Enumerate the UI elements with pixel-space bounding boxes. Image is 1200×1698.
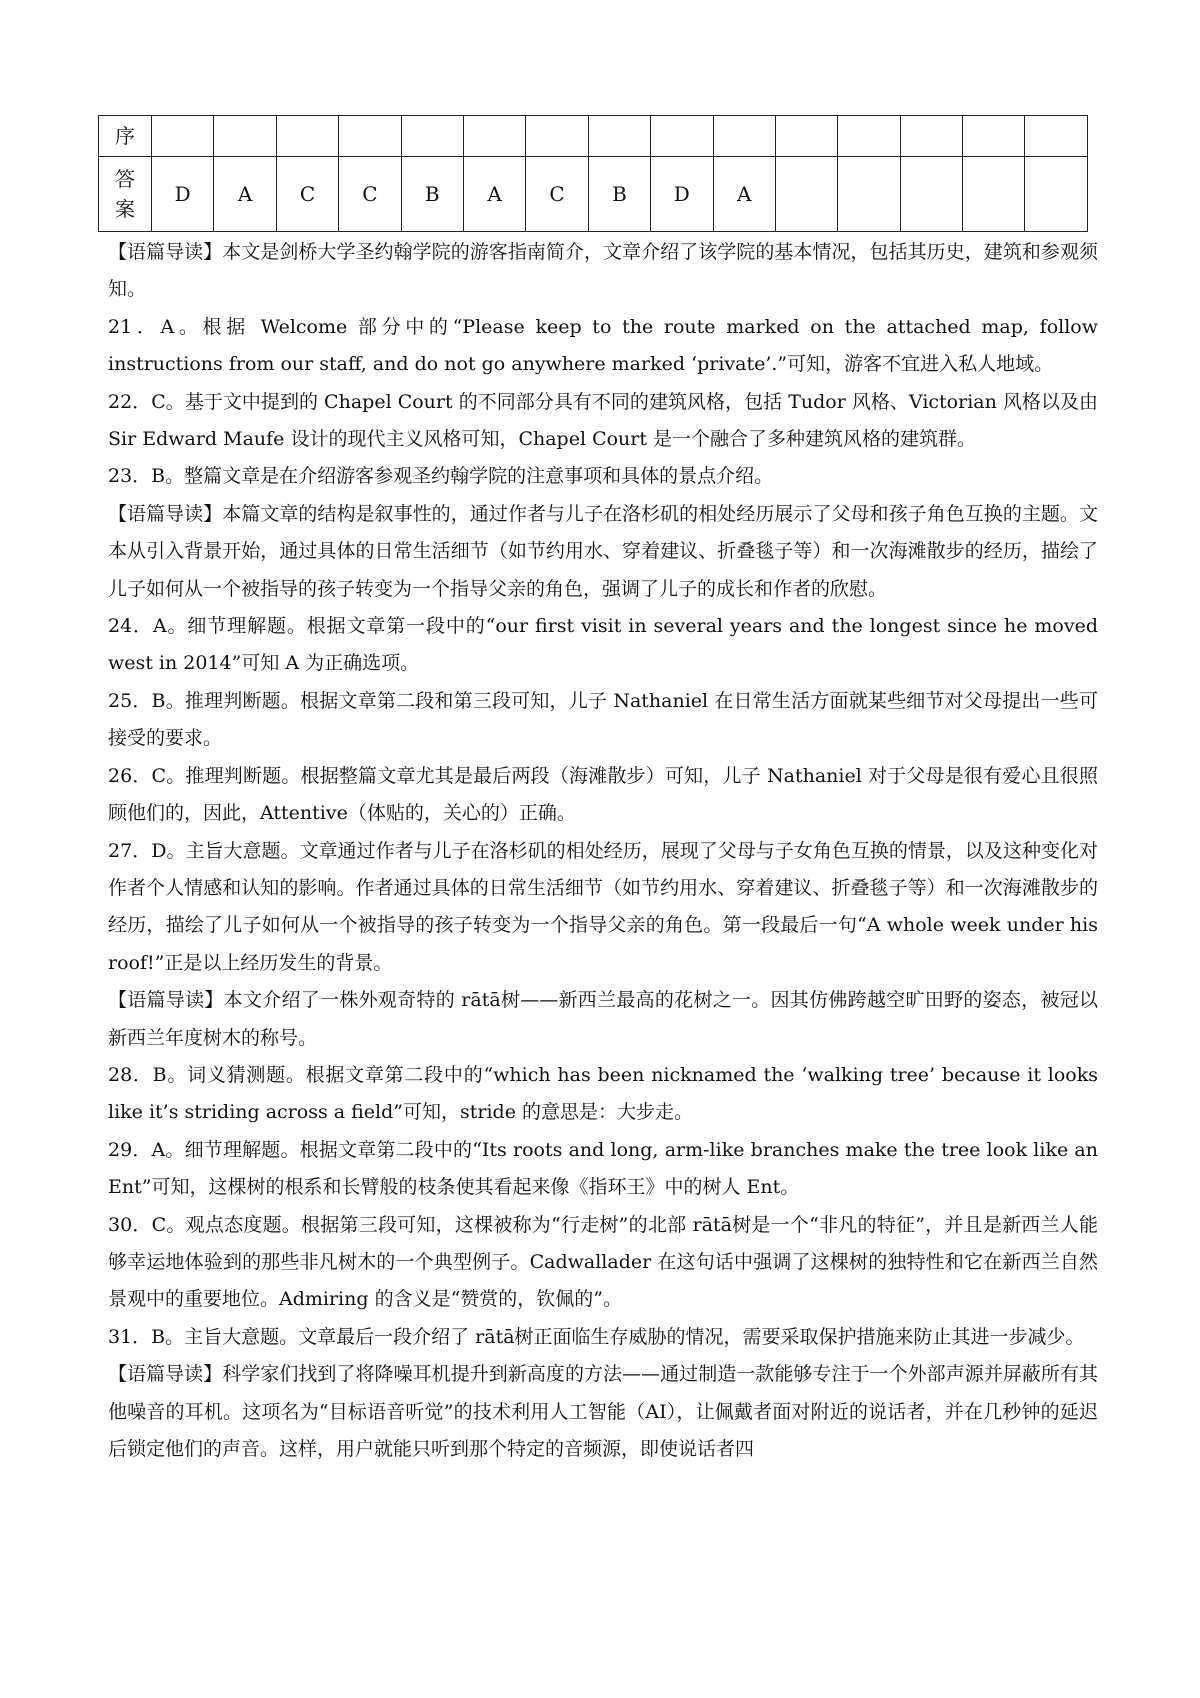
answer-cell: [775, 157, 837, 232]
answer-cell: C: [526, 157, 588, 232]
number-cell: [900, 116, 962, 157]
answer-explanation-23: 23．B。整篇文章是在介绍游客参观圣约翰学院的注意事项和具体的景点介绍。: [108, 465, 774, 488]
number-cell: [651, 116, 713, 157]
number-cell: [276, 116, 338, 157]
answer-cell: C: [276, 157, 338, 232]
answer-cell: A: [463, 157, 525, 232]
passage-guide-2: 【语篇导读】本篇文章的结构是叙事性的，通过作者与儿子在洛杉矶的相处经历展示了父母和孩子角色互换的主题。文本从引入背景开始，通过具体的日常生活细节（如节约用水、穿着建议、折叠毯子等）和一次海滩散步的经历，描绘了儿子如何从一个被指导的孩子转变为一个指导父亲的角色，强调了儿子的成长和作者的欣慰。: [108, 502, 1098, 600]
row-header-number: 序: [99, 116, 152, 157]
answer-cell: A: [214, 157, 276, 232]
passage-guide-3: 【语篇导读】本文介绍了一株外观奇特的 rātā树——新西兰最高的花树之一。因其仿佛跨越空旷田野的姿态，被冠以新西兰年度树木的称号。: [108, 989, 1098, 1049]
explanation-text: [108, 234, 1098, 1468]
answer-cell: B: [588, 157, 650, 232]
answer-explanation-27: 27．D。主旨大意题。文章通过作者与儿子在洛杉矶的相处经历，展现了父母与子女角色互换的情景，以及这种变化对作者个人情感和认知的影响。作者通过具体的日常生活细节（如节约用水、穿着建议、折叠毯子等）和一次海滩散步的经历，描绘了儿子如何从一个被指导的孩子转变为一个指导父亲的角色。第一段最后一句“A whole week under his roof!”正是以上经历发生的背景。: [108, 839, 1098, 974]
answer-explanation-31: 31．B。主旨大意题。文章最后一段介绍了 rātā树正面临生存威胁的情况，需要采取保护措施来防止其进一步减少。: [108, 1325, 1085, 1348]
answer-explanation-30: 30．C。观点态度题。根据第三段可知，这棵被称为“行走树”的北部 rātā树是一个“非凡的特征”，并且是新西兰人能够幸运地体验到的那些非凡树木的一个典型例子。Cadwallader 在这句话中强调了这棵树的独特性和它在新西兰自然景观中的重要地位。Admiring 的含义是“赞赏的，钦佩的”。: [108, 1213, 1098, 1311]
answer-cell: D: [651, 157, 713, 232]
answer-cell: [838, 157, 900, 232]
row-header-answer-char: 答: [115, 167, 135, 191]
number-cell: [526, 116, 588, 157]
number-cell: [838, 116, 900, 157]
answer-cell: [963, 157, 1025, 232]
row-header-answer: [99, 157, 152, 232]
answer-explanation-26: 26．C。推理判断题。根据整篇文章尤其是最后两段（海滩散步）可知，儿子 Nathaniel 对于父母是很有爱心且很照顾他们的，因此，Attentive（体贴的，关心的）正确。: [108, 764, 1098, 825]
answer-explanation-25: 25．B。推理判断题。根据文章第二段和第三段可知，儿子 Nathaniel 在日常生活方面就某些细节对父母提出一些可接受的要求。: [108, 689, 1098, 750]
number-cell: [214, 116, 276, 157]
answer-cell: B: [401, 157, 463, 232]
answer-table: [98, 115, 1088, 232]
answer-cell: [900, 157, 962, 232]
number-cell: [713, 116, 775, 157]
answer-row: [99, 157, 1088, 232]
number-cell: [401, 116, 463, 157]
answer-explanation-29: 29．A。细节理解题。根据文章第二段中的“Its roots and long, arm-like branches make the tree look like an Ent”可知，这棵树的根系和长臂般的枝条使其看起来像《指环王》中的树人 Ent。: [108, 1138, 1098, 1199]
number-cell: [775, 116, 837, 157]
row-header-answer-char: 案: [115, 197, 135, 221]
answer-cell: A: [713, 157, 775, 232]
number-cell: [152, 116, 214, 157]
answer-explanation-24: 24．A。细节理解题。根据文章第一段中的“our first visit in several years and the longest since he moved west in 2014”可知 A 为正确选项。: [108, 615, 1098, 675]
answer-cell: [1025, 157, 1088, 232]
number-cell: [963, 116, 1025, 157]
number-cell: [1025, 116, 1088, 157]
answer-cell: D: [152, 157, 214, 232]
passage-guide-4: 【语篇导读】科学家们找到了将降噪耳机提升到新高度的方法——通过制造一款能够专注于一个外部声源并屏蔽所有其他噪音的耳机。这项名为“目标语音听觉”的技术利用人工智能（AI），让佩戴者面对附近的说话者，并在几秒钟的延迟后锁定他们的声音。这样，用户就能只听到那个特定的音频源，即使说话者四: [108, 1363, 1098, 1460]
answer-explanation-28: 28．B。词义猜测题。根据文章第二段中的“which has been nicknamed the ‘walking tree’ because it looks like it’s striding across a field”可知，stride 的意思是：大步走。: [108, 1063, 1098, 1124]
answer-explanation-22: 22．C。基于文中提到的 Chapel Court 的不同部分具有不同的建筑风格，包括 Tudor 风格、Victorian 风格以及由 Sir Edward Maufe 设计的现代主义风格可知，Chapel Court 是一个融合了多种建筑风格的建筑群。: [108, 390, 1098, 451]
number-cell: [339, 116, 401, 157]
passage-guide-1: 【语篇导读】本文是剑桥大学圣约翰学院的游客指南简介，文章介绍了该学院的基本情况，包括其历史，建筑和参观须知。: [108, 241, 1098, 301]
answer-cell: C: [339, 157, 401, 232]
number-cell: [463, 116, 525, 157]
question-number-row: [99, 116, 1088, 157]
number-cell: [588, 116, 650, 157]
answer-explanation-21: 21．A。根据 Welcome 部分中的“Please keep to the route marked on the attached map, follow instructions from our staff, and do not go anywhere marked ‘private’.”可知，游客不宜进入私人地域。: [108, 315, 1098, 376]
